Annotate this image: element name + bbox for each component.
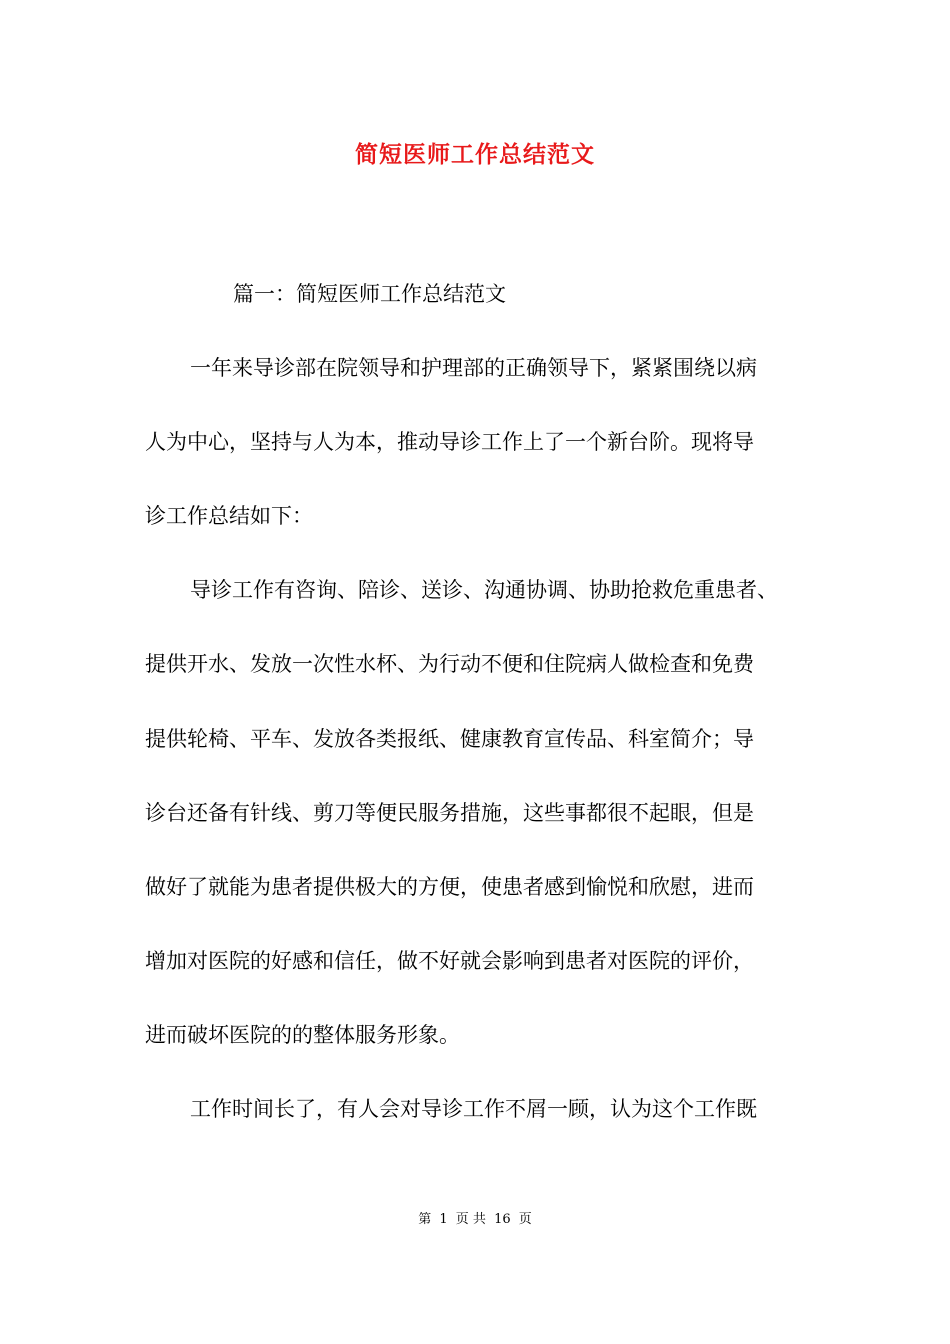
paragraph-line: 进而破坏医院的的整体服务形象。 <box>145 1023 460 1047</box>
footer-current-page: 1 <box>439 1212 448 1227</box>
paragraph-line: 工作时间长了，有人会对导诊工作不屑一顾，认为这个工作既 <box>190 1097 757 1121</box>
paragraph-line: 提供轮椅、平车、发放各类报纸、健康教育宣传品、科室简介；导 <box>145 727 754 751</box>
paragraph-line: 增加对医院的好感和信任，做不好就会影响到患者对医院的评价， <box>145 949 754 973</box>
footer-total-pages: 16 <box>494 1212 511 1227</box>
footer-suffix: 页 <box>518 1212 532 1227</box>
paragraph-line: 人为中心，坚持与人为本，推动导诊工作上了一个新台阶。现将导 <box>145 430 754 454</box>
paragraph-line: 提供开水、发放一次性水杯、为行动不便和住院病人做检查和免费 <box>145 652 754 676</box>
section-heading: 篇一：简短医师工作总结范文 <box>233 282 506 306</box>
paragraph-line: 导诊工作有咨询、陪诊、送诊、沟通协调、协助抢救危重患者、 <box>190 578 778 602</box>
paragraph-line: 一年来导诊部在院领导和护理部的正确领导下，紧紧围绕以病 <box>190 356 757 380</box>
footer-middle: 页 共 <box>455 1212 486 1227</box>
page-footer <box>0 1208 950 1227</box>
paragraph-line: 诊台还备有针线、剪刀等便民服务措施，这些事都很不起眼，但是 <box>145 801 754 825</box>
paragraph-line: 诊工作总结如下： <box>145 504 313 528</box>
document-title: 简短医师工作总结范文 <box>355 141 595 168</box>
paragraph-line: 做好了就能为患者提供极大的方便，使患者感到愉悦和欣慰，进而 <box>145 875 754 899</box>
footer-prefix: 第 <box>418 1212 432 1227</box>
